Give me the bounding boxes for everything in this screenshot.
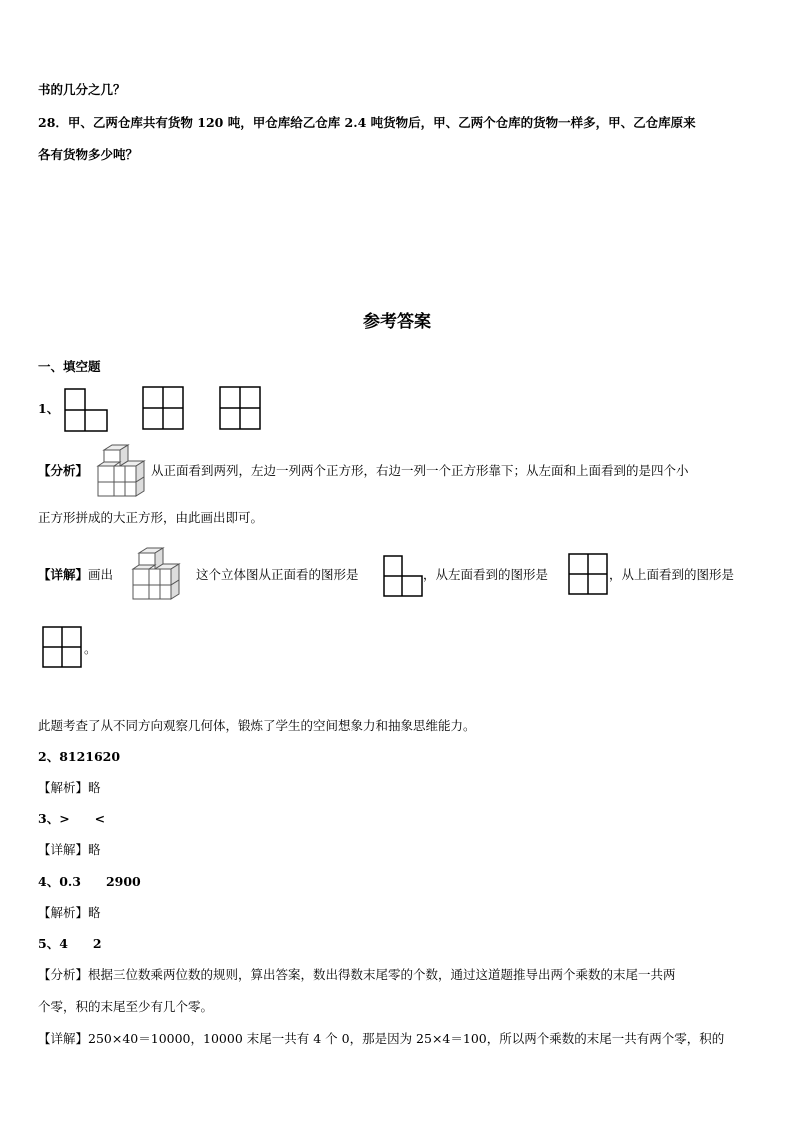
a4-note: 【解析】略 xyxy=(38,905,101,920)
a5-analysis2: 个零，积的末尾至少有几个零。 xyxy=(38,999,214,1014)
a2-note: 【解析】略 xyxy=(38,780,101,795)
a1-detail-top: ，从上面看到的图形是 xyxy=(609,567,735,582)
q27-tail: 书的几分之几？ xyxy=(38,82,126,97)
a3-line: 3、> < xyxy=(38,811,106,826)
section-fill-blank: 一、填空题 xyxy=(38,359,101,374)
detail-top-view xyxy=(42,626,82,668)
detail-front-view xyxy=(383,555,423,597)
cube-stack-figure xyxy=(96,444,152,498)
left-view-figure xyxy=(142,386,184,430)
a1-analysis-text1: 从正面看到两列，左边一列两个正方形，右边一列一个正方形靠下；从左面和上面看到的是四个小 xyxy=(151,463,689,478)
a1-summary: 此题考查了从不同方向观察几何体，锻炼了学生的空间想象力和抽象思维能力。 xyxy=(38,718,476,733)
cube-stack-figure-detail xyxy=(131,547,187,601)
top-view-figure xyxy=(219,386,261,430)
a1-detail-left: ，从左面看到的图形是 xyxy=(423,567,549,582)
a4-line: 4、0.3 2900 xyxy=(38,874,141,889)
q28-line1: 28．甲、乙两仓库共有货物 120 吨，甲仓库给乙仓库 2.4 吨货物后，甲、乙两个仓库的货物一样多，甲、乙仓库原来 xyxy=(38,115,696,130)
front-view-figure xyxy=(64,388,108,432)
a5-detail1: 【详解】250×40＝10000，10000 末尾一共有 4 个 0，那是因为 25×4＝100，所以两个乘数的末尾一共有两个零，积的 xyxy=(38,1031,725,1046)
q28-line2: 各有货物多少吨？ xyxy=(38,147,139,162)
a5-analysis1: 【分析】根据三位数乘两位数的规则，算出答案，数出得数末尾零的个数，通过这道题推导出两个乘数的末尾一共两 xyxy=(38,967,676,982)
detail-left-view xyxy=(568,553,608,595)
a1-detail-lead: 【详解】画出 xyxy=(38,567,114,582)
a1-number: 1、 xyxy=(38,401,60,416)
a1-analysis-text2: 正方形拼成的大正方形，由此画出即可。 xyxy=(38,510,264,525)
a1-analysis-tag: 【分析】 xyxy=(38,463,89,478)
a1-detail-end: 。 xyxy=(84,641,97,656)
a2-line: 2、8121620 xyxy=(38,749,121,764)
a3-note: 【详解】略 xyxy=(38,842,101,857)
answer-key-title: 参考答案 xyxy=(363,312,431,332)
a5-line: 5、4 2 xyxy=(38,936,102,951)
a1-detail-front: 这个立体图从正面看的图形是 xyxy=(196,567,359,582)
